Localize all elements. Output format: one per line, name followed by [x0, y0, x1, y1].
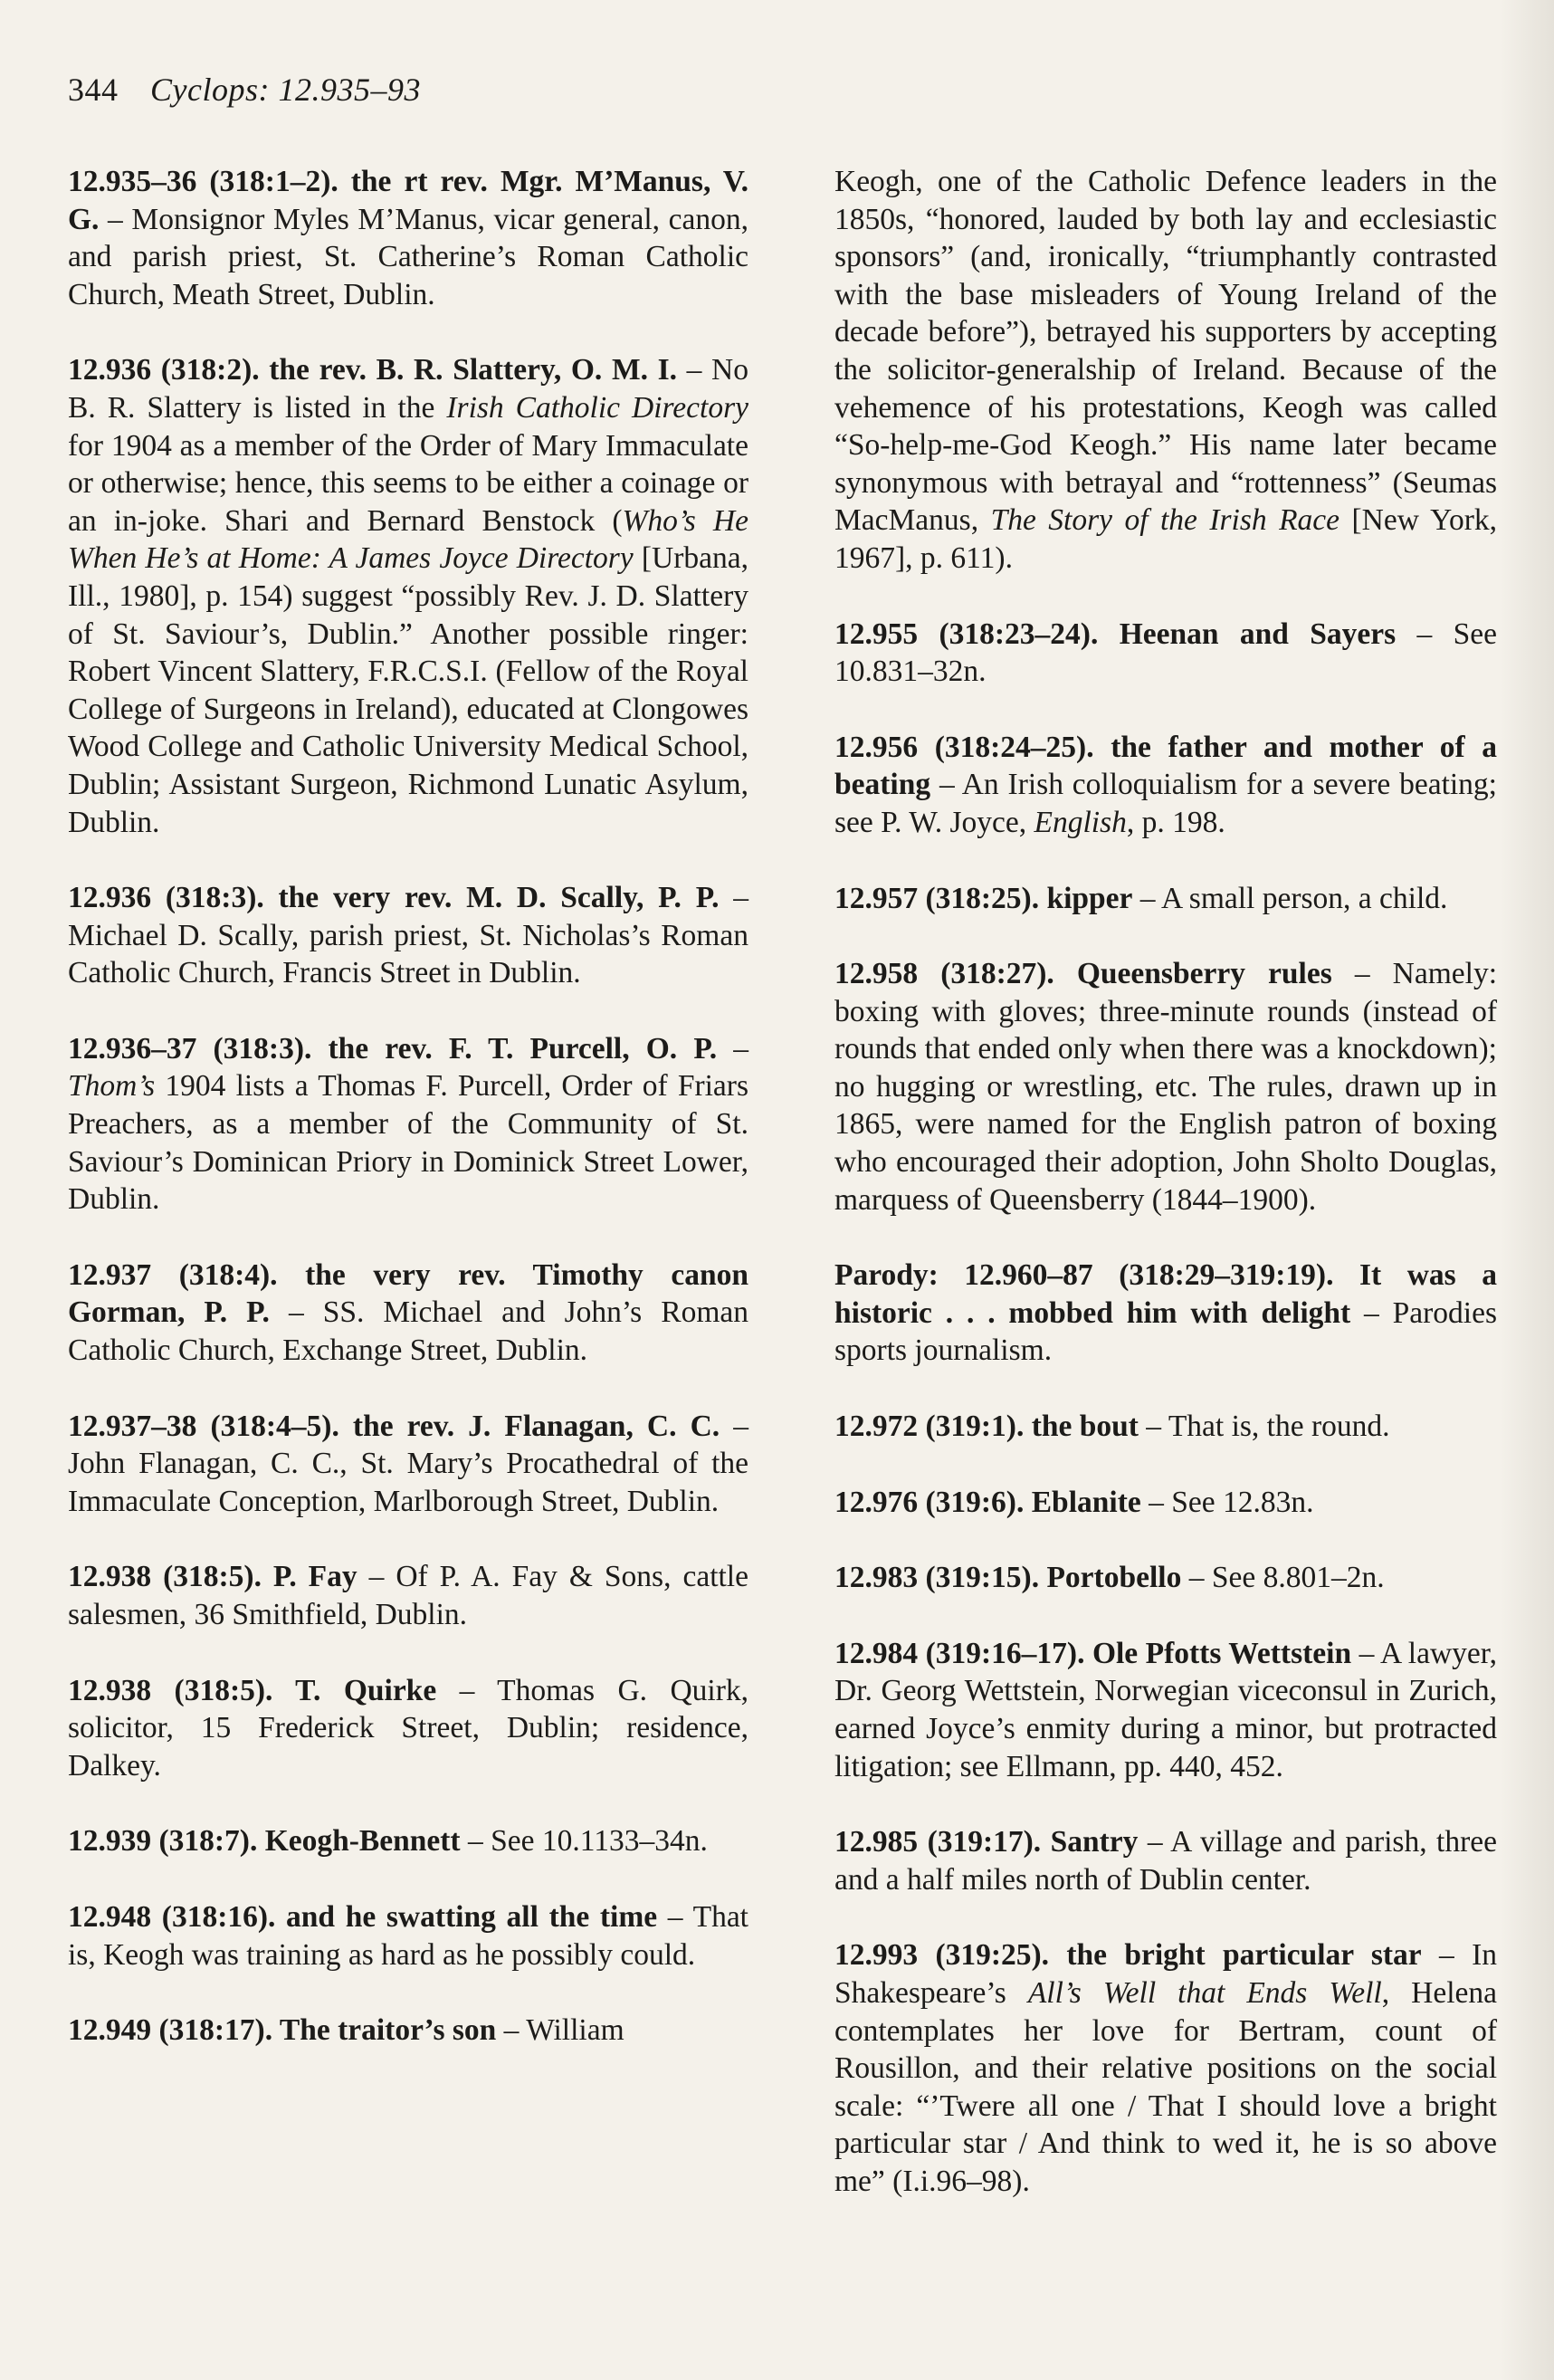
- note-text: 1904 lists a Thomas F. Purcell, Order of Friars Preachers, as a member of the Community of St. Saviour’s Dominican Priory in Dominick Street Lower, Dublin.: [68, 1069, 748, 1217]
- note-entry: [834, 729, 1497, 842]
- note-italic-text: Irish Catholic Directory: [446, 390, 748, 425]
- note-text: – A village and parish, three and a half miles north of Dublin center.: [834, 1825, 1497, 1897]
- note-lemma: 12.935–36 (318:1–2). the rt rev. Mgr. M’Manus, V. G.: [68, 165, 748, 236]
- note-italic-text: All’s Well that Ends Well: [1027, 1975, 1382, 2010]
- note-text: – An Irish colloquialism for a severe beating; see P. W. Joyce,: [834, 768, 1497, 839]
- running-title: Cyclops: 12.935–93: [150, 72, 421, 108]
- note-text: Keogh, one of the Catholic Defence leaders in the 1850s, “honored, lauded by both lay and ecclesiastic sponsors” (and, ironically, “triumphantly contrasted with the base misleaders of Young Ireland of the decade before”), betrayed his supporters by accepting the solicitor-generalship of Ireland. Because of the vehemence of his protestations, Keogh was called “So-help-me-God Keogh.” His name later became synonymous with betrayal and “rottenness” (Seumas MacManus,: [834, 165, 1497, 538]
- note-text: [New York, 1967], p. 611).: [834, 503, 1498, 575]
- note-lemma: 12.955 (318:23–24). Heenan and Sayers: [834, 617, 1397, 651]
- note-text: – Michael D. Scally, parish priest, St. Nicholas’s Roman Catholic Church, Francis Street in Dublin.: [68, 881, 749, 990]
- note-entry: [834, 163, 1497, 578]
- note-lemma: 12.958 (318:27). Queensberry rules: [834, 957, 1332, 991]
- note-lemma: 12.985 (319:17). Santry: [834, 1825, 1139, 1859]
- note-entry: [68, 1672, 748, 1785]
- note-lemma: 12.983 (319:15). Portobello: [834, 1561, 1182, 1595]
- note-text: – That is, the round.: [1138, 1410, 1390, 1444]
- note-text: , Helena contemplates her love for Bertram, count of Rousillon, and their relative positions on the social scale: “’Twere all one / That I should love a bright particular star / And think to wed it, he is so above me” (I.i.96–98).: [834, 1975, 1497, 2198]
- note-italic-text: Thom’s: [68, 1069, 156, 1104]
- note-text: – Monsignor Myles M’Manus, vicar general, canon, and parish priest, St. Catherine’s Roman Catholic Church, Meath Street, Dublin.: [68, 202, 748, 311]
- note-text: – Parodies sports journalism.: [834, 1295, 1497, 1368]
- note-text: [Urbana, Ill., 1980], p. 154) suggest “possibly Rev. J. D. Slattery of St. Saviour’s, Dublin.” Another possible ringer: Robert Vincent Slattery, F.R.C.S.I. (Fellow of the Royal College of Surgeons in Ireland), educated at Clongowes Wood College and Catholic University Medical School, Dublin; Assistant Surgeon, Richmond Lunatic Asylum, Dublin.: [68, 541, 748, 839]
- note-lemma: 12.956 (318:24–25). the father and mother of a beating: [834, 730, 1497, 802]
- note-entry: [68, 1257, 748, 1370]
- note-text: – John Flanagan, C. C., St. Mary’s Procathedral of the Immaculate Conception, Marlborough Street, Dublin.: [68, 1409, 749, 1518]
- note-lemma: 12.984 (319:16–17). Ole Pfotts Wettstein: [834, 1636, 1352, 1670]
- right-column: [834, 163, 1497, 2239]
- note-text: – A lawyer, Dr. Georg Wettstein, Norwegian viceconsul in Zurich, earned Joyce’s enmity during a minor, but protracted litigation; see Ellmann, pp. 440, 452.: [834, 1636, 1497, 1783]
- note-entry: [834, 1257, 1497, 1370]
- note-lemma: 12.976 (319:6). Eblanite: [834, 1485, 1141, 1519]
- note-text: – William: [496, 2013, 624, 2048]
- note-entry: [834, 1408, 1497, 1446]
- note-text: for 1904 as a member of the Order of Mary Immaculate or otherwise; hence, this seems to be either a coinage or an in-joke. Shari and Bernard Benstock (: [68, 428, 748, 538]
- note-lemma: 12.972 (319:1). the bout: [834, 1410, 1139, 1444]
- note-lemma: 12.948 (318:16). and he swatting all the time: [68, 1899, 658, 1934]
- note-entry: [68, 163, 748, 313]
- note-lemma: 12.938 (318:5). P. Fay: [68, 1560, 358, 1594]
- note-entry: [834, 1559, 1497, 1597]
- note-italic-text: English: [1034, 805, 1127, 839]
- note-entry: [834, 1823, 1497, 1898]
- note-lemma: 12.938 (318:5). T. Quirke: [68, 1673, 437, 1707]
- note-entry: [68, 1898, 748, 1974]
- page-edge-shadow: [1500, 0, 1554, 2380]
- note-lemma: 12.936 (318:3). the very rev. M. D. Scally, P. P.: [68, 881, 720, 915]
- note-lemma: 12.936 (318:2). the rev. B. R. Slattery, O. M. I.: [68, 353, 678, 387]
- note-lemma: 12.937 (318:4). the very rev. Timothy canon Gorman, P. P.: [68, 1257, 748, 1330]
- note-entry: [834, 955, 1497, 1219]
- note-text: – See 8.801–2n.: [1181, 1561, 1385, 1595]
- note-entry: [68, 1822, 748, 1860]
- note-entry: [834, 1936, 1497, 2200]
- note-lemma: 12.993 (319:25). the bright particular star: [834, 1938, 1422, 1973]
- note-text: – In Shakespeare’s: [834, 1938, 1497, 2010]
- note-text: –: [717, 1031, 748, 1066]
- note-entry: [68, 879, 748, 992]
- note-lemma: 12.936–37 (318:3). the rev. F. T. Purcell, O. P.: [68, 1031, 718, 1066]
- note-lemma: 12.957 (318:25). kipper: [834, 881, 1133, 915]
- note-lemma: 12.937–38 (318:4–5). the rev. J. Flanagan, C. C.: [68, 1409, 720, 1443]
- note-text: – SS. Michael and John’s Roman Catholic Church, Exchange Street, Dublin.: [68, 1295, 748, 1368]
- note-text: – Namely: boxing with gloves; three-minute rounds (instead of rounds that ended only when there was a knockdown); no hugging or wrestling, etc. The rules, drawn up in 1865, were named for the English patron of boxing who encouraged their adoption, John Sholto Douglas, marquess of Queensberry (1844–1900).: [834, 957, 1498, 1217]
- page-number: 344: [68, 72, 119, 108]
- note-italic-text: Who’s He When He’s at Home: A James Joyce Directory: [68, 503, 748, 576]
- note-lemma: 12.939 (318:7). Keogh-Bennett: [68, 1824, 461, 1859]
- note-entry: [68, 1408, 748, 1521]
- note-text: – That is, Keogh was training as hard as he possibly could.: [68, 1899, 748, 1972]
- note-entry: [68, 351, 748, 841]
- note-lemma: Parody: 12.960–87 (318:29–319:19). It was a historic . . . mobbed him with delight: [834, 1258, 1497, 1330]
- note-entry: [68, 1030, 748, 1219]
- note-entry: [834, 616, 1497, 691]
- note-lemma: 12.949 (318:17). The traitor’s son: [68, 2013, 497, 2048]
- note-text: – Of P. A. Fay & Sons, cattle salesmen, 36 Smithfield, Dublin.: [68, 1560, 748, 1631]
- note-entry: [68, 2012, 748, 2050]
- note-entry: [68, 1558, 748, 1633]
- note-entry: [834, 1484, 1497, 1522]
- page-header: [68, 71, 421, 109]
- note-text: – See 12.83n.: [1140, 1485, 1314, 1519]
- note-text: – See 10.1133–34n.: [460, 1824, 708, 1859]
- note-text: – Thomas G. Quirk, solicitor, 15 Frederick Street, Dublin; residence, Dalkey.: [68, 1673, 748, 1783]
- note-italic-text: The Story of the Irish Race: [990, 503, 1340, 538]
- note-text: – No B. R. Slattery is listed in the: [68, 353, 749, 425]
- note-entry: [834, 1635, 1497, 1785]
- left-column: [68, 163, 748, 2088]
- note-entry: [834, 880, 1497, 918]
- note-text: – See 10.831–32n.: [834, 617, 1497, 689]
- note-text: , p. 198.: [1126, 805, 1225, 839]
- note-text: – A small person, a child.: [1132, 881, 1448, 915]
